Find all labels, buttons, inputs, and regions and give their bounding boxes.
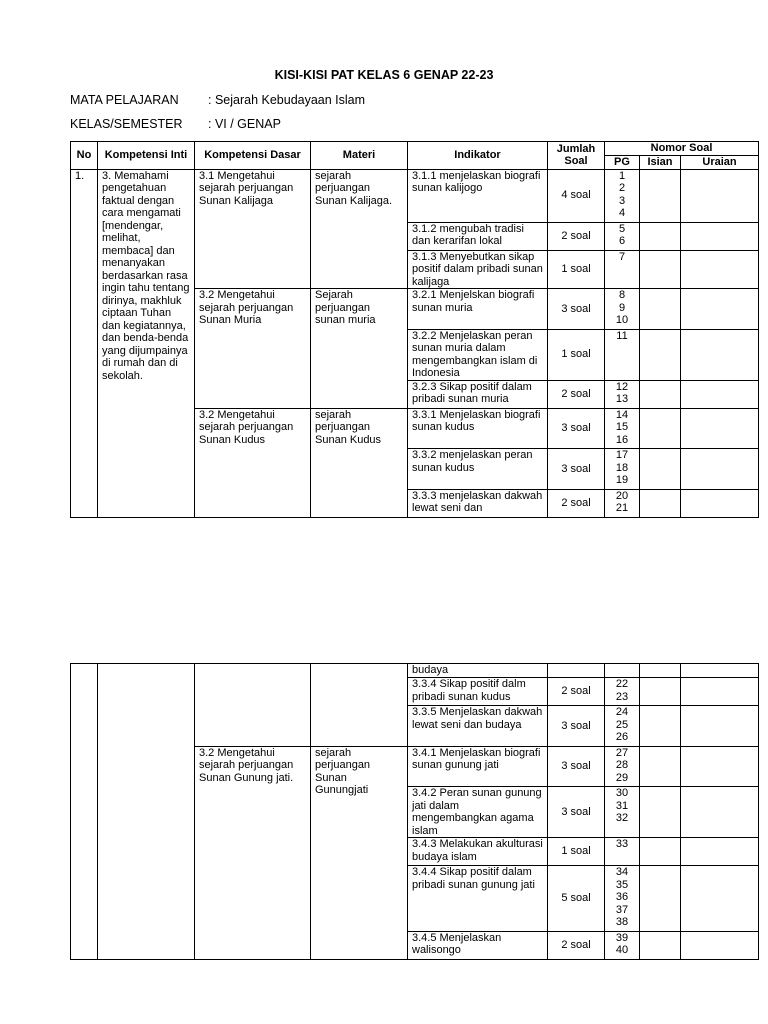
uraian-cell: [681, 678, 759, 706]
pg-number: 23: [615, 690, 629, 703]
kompetensi-dasar-cell: 3.2 Mengetahui sejarah perjuangan Sunan Kudus: [195, 408, 311, 517]
uraian-cell: [681, 866, 759, 932]
pg-number: 1: [618, 169, 626, 182]
pg-number: 10: [615, 314, 629, 326]
mapel-label: MATA PELAJARAN: [70, 93, 179, 107]
pg-number: 35: [615, 878, 629, 891]
jumlah-soal-cell: 4 soal: [548, 169, 605, 222]
pg-number: 16: [615, 433, 629, 446]
isian-cell: [640, 787, 681, 838]
pg-number: 14: [615, 408, 629, 421]
indikator-cell: 3.4.5 Menjelaskan walisongo: [408, 931, 548, 959]
pg-cell: [605, 169, 640, 222]
pg-cell: [605, 222, 640, 250]
mapel-value: : Sejarah Kebudayaan Islam: [208, 93, 366, 107]
header-pg: PG: [605, 155, 640, 169]
jumlah-soal-cell: 3 soal: [548, 289, 605, 330]
pg-cell: [605, 329, 640, 380]
pg-number: 39: [615, 931, 629, 944]
jumlah-soal-cell: 1 soal: [548, 838, 605, 866]
indikator-cell: 3.4.4 Sikap positif dalam pribadi sunan gunung jati: [408, 866, 548, 932]
isian-cell: [640, 664, 681, 678]
pg-cell: [605, 489, 640, 517]
pg-number: 32: [615, 812, 629, 824]
uraian-cell: [681, 329, 759, 380]
indikator-cell: 3.1.1 menjelaskan biografi sunan kalijogo: [408, 169, 548, 222]
indikator-cell: 3.3.4 Sikap positif dalm pribadi sunan kudus: [408, 678, 548, 706]
pg-number: 30: [615, 787, 629, 799]
jumlah-soal-cell: 2 soal: [548, 222, 605, 250]
kompetensi-dasar-cell: 3.2 Mengetahui sejarah perjuangan Sunan Muria: [195, 289, 311, 409]
pg-number: 31: [615, 799, 629, 812]
isian-cell: [640, 489, 681, 517]
isian-cell: [640, 931, 681, 959]
no-cell: 1.: [71, 169, 98, 517]
pg-number: 20: [615, 489, 629, 502]
pg-number: 7: [618, 250, 626, 263]
table-row: [71, 169, 759, 222]
pg-number: 2: [618, 182, 626, 194]
isian-cell: [640, 222, 681, 250]
no-cell: [71, 664, 98, 960]
kisi-kisi-table-page1: [70, 141, 759, 518]
kompetensi-dasar-cell: [195, 664, 311, 747]
pg-number: 24: [615, 706, 629, 718]
jumlah-soal-cell: 1 soal: [548, 250, 605, 289]
indikator-cell: 3.1.3 Menyebutkan sikap positif dalam pribadi sunan kalijaga: [408, 250, 548, 289]
uraian-cell: [681, 746, 759, 787]
materi-cell: sejarah perjuangan Sunan Kalijaga.: [311, 169, 408, 289]
isian-cell: [640, 706, 681, 747]
isian-cell: [640, 746, 681, 787]
indikator-cell: 3.1.2 mengubah tradisi dan kerarifan lokal: [408, 222, 548, 250]
pg-number: 11: [616, 329, 628, 342]
isian-cell: [640, 169, 681, 222]
uraian-cell: [681, 664, 759, 678]
kompetensi-dasar-cell: 3.1 Mengetahui sejarah perjuangan Sunan Kalijaga: [195, 169, 311, 289]
jumlah-soal-cell: 3 soal: [548, 706, 605, 747]
uraian-cell: [681, 289, 759, 330]
pg-cell: [605, 866, 640, 932]
materi-cell: [311, 664, 408, 747]
indikator-cell: 3.3.5 Menjelaskan dakwah lewat seni dan budaya: [408, 706, 548, 747]
header-kompetensi-inti: Kompetensi Inti: [98, 142, 195, 170]
pg-number: 3: [618, 194, 626, 207]
indikator-cell: 3.2.2 Menjelaskan peran sunan muria dalam mengembangkan islam di Indonesia: [408, 329, 548, 380]
indikator-cell: budaya: [408, 664, 548, 678]
pg-cell: [605, 289, 640, 330]
kompetensi-inti-cell: [98, 664, 195, 960]
isian-cell: [640, 380, 681, 408]
pg-cell: [605, 931, 640, 959]
table-row: [71, 664, 759, 678]
pg-number: 13: [615, 393, 629, 405]
materi-cell: sejarah perjuangan Sunan Gunungjati: [311, 746, 408, 959]
jumlah-soal-cell: 3 soal: [548, 408, 605, 449]
kelas-value: : VI / GENAP: [208, 117, 281, 131]
indikator-cell: 3.4.3 Melakukan akulturasi budaya islam: [408, 838, 548, 866]
uraian-cell: [681, 449, 759, 490]
kelas-row: [70, 117, 281, 131]
pg-number: 15: [615, 421, 629, 433]
header-materi: Materi: [311, 142, 408, 170]
uraian-cell: [681, 489, 759, 517]
jumlah-soal-cell: 2 soal: [548, 380, 605, 408]
header-no: No: [71, 142, 98, 170]
header-kompetensi-dasar: Kompetensi Dasar: [195, 142, 311, 170]
jumlah-soal-cell: 3 soal: [548, 787, 605, 838]
pg-number: 12: [615, 380, 629, 393]
header-jumlah-soal: Jumlah Soal: [548, 142, 605, 170]
mapel-row: [70, 93, 365, 107]
pg-number: 5: [618, 222, 626, 235]
pg-cell: [605, 449, 640, 490]
isian-cell: [640, 408, 681, 449]
jumlah-soal-cell: 2 soal: [548, 931, 605, 959]
pg-cell: [605, 706, 640, 747]
uraian-cell: [681, 838, 759, 866]
uraian-cell: [681, 250, 759, 289]
uraian-cell: [681, 380, 759, 408]
uraian-cell: [681, 222, 759, 250]
pg-number: 37: [615, 903, 629, 916]
pg-number: 25: [615, 718, 629, 731]
pg-number: 22: [615, 678, 629, 690]
header-nomor-soal: Nomor Soal: [605, 142, 759, 156]
pg-cell: [605, 408, 640, 449]
pg-cell: [605, 380, 640, 408]
pg-number: 8: [618, 289, 626, 301]
jumlah-soal-cell: 3 soal: [548, 746, 605, 787]
jumlah-soal-cell: [548, 664, 605, 678]
indikator-cell: 3.2.3 Sikap positif dalam pribadi sunan muria: [408, 380, 548, 408]
isian-cell: [640, 866, 681, 932]
isian-cell: [640, 289, 681, 330]
pg-number: 29: [615, 771, 629, 784]
pg-number: 17: [615, 449, 629, 461]
isian-cell: [640, 329, 681, 380]
pg-cell: [605, 250, 640, 289]
pg-number: 4: [618, 207, 626, 219]
kompetensi-dasar-cell: 3.2 Mengetahui sejarah perjuangan Sunan Gunung jati.: [195, 746, 311, 959]
kompetensi-inti-cell: 3. Memahami pengetahuan faktual dengan cara mengamati [mendengar, melihat, membaca] dan menanyakan berdasarkan rasa ingin tahu tentang dirinya, makhluk ciptaan Tuhan dan kegiatannya, dan benda-benda yang dijumpainya di rumah dan di sekolah.: [98, 169, 195, 517]
uraian-cell: [681, 706, 759, 747]
pg-number: 34: [615, 866, 629, 878]
header-uraian: Uraian: [681, 155, 759, 169]
kisi-kisi-table-page2: [70, 663, 759, 960]
pg-number: 6: [618, 235, 626, 247]
indikator-cell: 3.4.1 Menjelaskan biografi sunan gunung jati: [408, 746, 548, 787]
jumlah-soal-cell: 2 soal: [548, 678, 605, 706]
isian-cell: [640, 838, 681, 866]
header-isian: Isian: [640, 155, 681, 169]
pg-number: 9: [618, 301, 626, 314]
indikator-cell: 3.3.3 menjelaskan dakwah lewat seni dan: [408, 489, 548, 517]
document-title: KISI-KISI PAT KELAS 6 GENAP 22-23: [274, 68, 494, 82]
isian-cell: [640, 449, 681, 490]
uraian-cell: [681, 408, 759, 449]
pg-number: 19: [615, 474, 629, 486]
pg-cell: [605, 746, 640, 787]
uraian-cell: [681, 931, 759, 959]
jumlah-soal-cell: 1 soal: [548, 329, 605, 380]
pg-number: 18: [615, 461, 629, 474]
isian-cell: [640, 250, 681, 289]
jumlah-soal-cell: 5 soal: [548, 866, 605, 932]
jumlah-soal-cell: 3 soal: [548, 449, 605, 490]
header-indikator: Indikator: [408, 142, 548, 170]
pg-cell: [605, 678, 640, 706]
indikator-cell: 3.2.1 Menjelskan biografi sunan muria: [408, 289, 548, 330]
pg-cell: [605, 838, 640, 866]
pg-number: 33: [615, 838, 629, 850]
uraian-cell: [681, 169, 759, 222]
uraian-cell: [681, 787, 759, 838]
isian-cell: [640, 678, 681, 706]
pg-number: 26: [615, 731, 629, 743]
materi-cell: Sejarah perjuangan sunan muria: [311, 289, 408, 409]
indikator-cell: 3.3.1 Menjelaskan biografi sunan kudus: [408, 408, 548, 449]
pg-number: 38: [615, 916, 629, 928]
kelas-label: KELAS/SEMESTER: [70, 117, 183, 131]
pg-number: 36: [615, 891, 629, 903]
pg-number: 28: [615, 759, 629, 771]
pg-number: 21: [615, 502, 629, 514]
indikator-cell: 3.4.2 Peran sunan gunung jati dalam mengembangkan agama islam: [408, 787, 548, 838]
pg-cell: [605, 787, 640, 838]
materi-cell: sejarah perjuangan Sunan Kudus: [311, 408, 408, 517]
pg-number: 27: [615, 746, 629, 759]
pg-cell: [605, 664, 640, 678]
indikator-cell: 3.3.2 menjelaskan peran sunan kudus: [408, 449, 548, 490]
jumlah-soal-cell: 2 soal: [548, 489, 605, 517]
pg-number: 40: [615, 944, 629, 956]
